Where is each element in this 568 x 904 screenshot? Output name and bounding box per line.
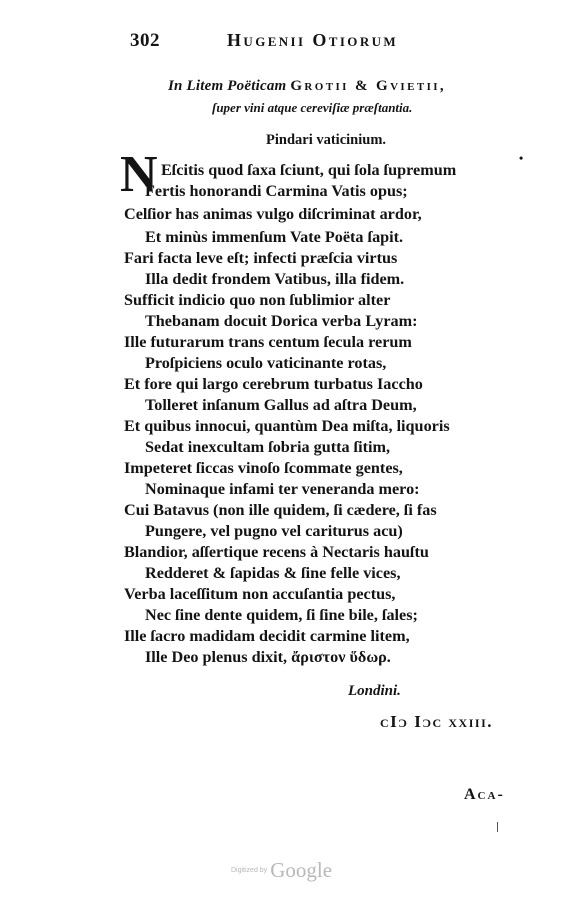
verse-line: Eſcitis quod ſaxa ſciunt, qui ſola ſupremum <box>161 161 457 179</box>
verse-line: Fertis honorandi Carmina Vatis opus; <box>145 182 408 200</box>
watermark-brand-logo: Google <box>270 858 333 882</box>
margin-mark: • <box>519 151 524 165</box>
verse-line: Ille futurarum trans centum ſecula rerum <box>124 333 412 351</box>
verse-line: Pungere, vel pugno vel cariturus acu) <box>145 522 403 540</box>
poem-title-names: Grotii & Gvietii, <box>290 78 447 94</box>
verse-line: Nec ſine dente quidem, ſi ſine bile, ſales; <box>145 606 418 624</box>
signoff-place: Londini. <box>348 683 401 699</box>
page-header <box>130 30 490 54</box>
date-line: cIɔ Iɔc xxiii. <box>380 712 493 731</box>
verse-line: Ille Deo plenus dixit, ἄριστον ὕδωρ. <box>145 648 391 666</box>
digitization-watermark <box>231 858 332 883</box>
watermark-prefix: Digitized by <box>231 867 268 874</box>
verse-line: Et quibus innocui, quantùm Dea miſta, liquoris <box>124 417 450 435</box>
verse-line: Sedat inexcultam ſobria gutta ſitim, <box>145 438 391 456</box>
verse-line: Impeteret ſiccas vinoſo ſcommate gentes, <box>124 459 403 477</box>
running-title: Hugenii Otiorum <box>227 30 399 50</box>
verse-line: Proſpiciens oculo vaticinante rotas, <box>145 354 387 372</box>
verse-line: Et minùs immenſum Vate Poëta ſapit. <box>145 228 404 246</box>
poem-subtitle: Pindari vaticinium. <box>266 132 387 148</box>
page-number: 302 <box>130 30 160 51</box>
poem-title-italic: In Litem Poëticam <box>168 78 291 94</box>
verse-line: Et fore qui largo cerebrum turbatus Iaccho <box>124 375 423 393</box>
verse-line: Blandior, aſſertique recens à Nectaris hauſtu <box>124 543 429 561</box>
verse-line: Thebanam docuit Dorica verba Lyram: <box>145 312 418 330</box>
verse-line: Cui Batavus (non ille quidem, ſi cædere, ſi fas <box>124 501 437 519</box>
verse-line: Verba laceſſitum non accuſantia pectus, <box>124 585 396 603</box>
verse-line: Tolleret inſanum Gallus ad aſtra Deum, <box>145 396 417 414</box>
margin-tick <box>497 822 498 832</box>
verse-line: Nominaque infami ter veneranda mero: <box>145 480 420 498</box>
verse-line: Illa dedit frondem Vatibus, illa fidem. <box>145 270 405 288</box>
poem-title-line-1 <box>168 78 446 95</box>
poem-title-line-2: ſuper vini atque cereviſiæ præſtantia. <box>212 100 413 115</box>
catchword: Aca- <box>464 786 505 803</box>
verse-line: Fari facta leve eſt; infecti præſcia virtus <box>124 249 398 267</box>
verse-line: Sufficit indicio quo non ſublimior alter <box>124 291 391 309</box>
verse-line: Ille ſacro madidam decidit carmine litem, <box>124 627 410 645</box>
verse-line: Redderet & ſapidas & ſine felle vices, <box>145 564 401 582</box>
verse-line: Celſior has animas vulgo diſcriminat ardor, <box>124 205 422 223</box>
drop-cap-initial: N <box>120 146 158 203</box>
